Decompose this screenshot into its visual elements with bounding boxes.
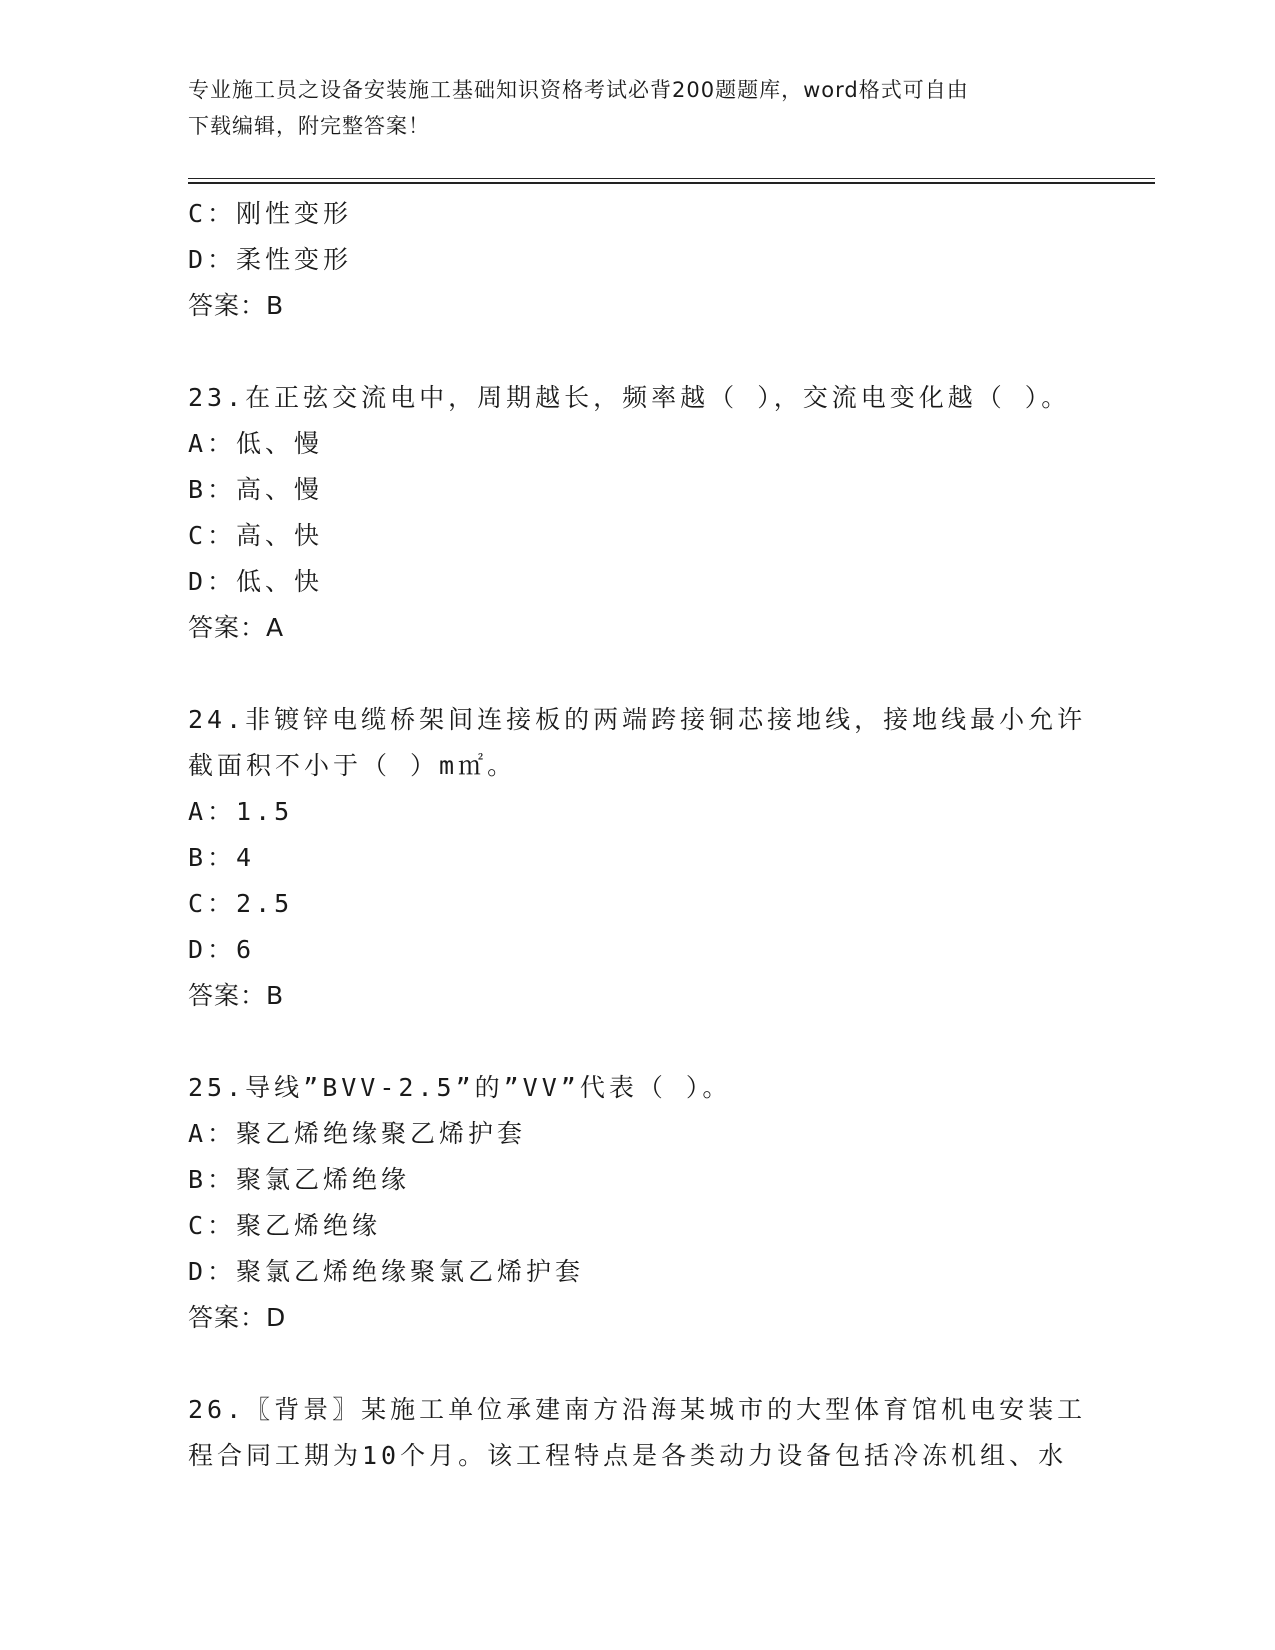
- question-text: 25.导线”BVV-2.5”的”VV”代表（ ）。: [188, 1073, 732, 1102]
- answer-line: 答案：D: [188, 1303, 287, 1332]
- header-divider-thin: [188, 178, 1155, 179]
- question-block-22: [188, 191, 1088, 329]
- question-block-24: [188, 697, 1088, 1019]
- option-c: C：刚性变形: [188, 199, 353, 228]
- document-header: [188, 72, 1068, 144]
- option-b: B：高、慢: [188, 475, 324, 504]
- block-spacer: [188, 1341, 1088, 1387]
- question-text: 26.〖背景〗某施工单位承建南方沿海某城市的大型体育馆机电安装工: [188, 1395, 1087, 1424]
- option-d: D：柔性变形: [188, 245, 353, 274]
- question-text-continued: 截面积不小于（ ）m㎡。: [188, 751, 517, 780]
- header-line-2: 下载编辑，附完整答案！: [188, 114, 430, 138]
- option-a: A：1.5: [188, 797, 294, 826]
- question-list: [188, 191, 1088, 1479]
- header-divider-thick: [188, 182, 1155, 184]
- question-block-25: [188, 1065, 1088, 1341]
- block-spacer: [188, 329, 1088, 375]
- block-spacer: [188, 651, 1088, 697]
- option-b: B：聚氯乙烯绝缘: [188, 1165, 411, 1194]
- question-text-continued: 程合同工期为10个月。该工程特点是各类动力设备包括冷冻机组、水: [188, 1441, 1068, 1470]
- question-block-26: [188, 1387, 1088, 1479]
- option-d: D：6: [188, 935, 256, 964]
- option-d: D：低、快: [188, 567, 324, 596]
- option-c: C：聚乙烯绝缘: [188, 1211, 382, 1240]
- question-text: 23.在正弦交流电中，周期越长，频率越（ ），交流电变化越（ ）。: [188, 383, 1071, 412]
- answer-line: 答案：A: [188, 613, 285, 642]
- answer-line: 答案：B: [188, 981, 285, 1010]
- header-line-1: 专业施工员之设备安装施工基础知识资格考试必背200题题库，word格式可自由: [188, 78, 969, 102]
- option-a: A：低、慢: [188, 429, 324, 458]
- answer-line: 答案：B: [188, 291, 285, 320]
- question-block-23: [188, 375, 1088, 651]
- option-b: B：4: [188, 843, 256, 872]
- option-c: C：高、快: [188, 521, 324, 550]
- option-a: A：聚乙烯绝缘聚乙烯护套: [188, 1119, 527, 1148]
- block-spacer: [188, 1019, 1088, 1065]
- question-text: 24.非镀锌电缆桥架间连接板的两端跨接铜芯接地线，接地线最小允许: [188, 705, 1087, 734]
- option-d: D：聚氯乙烯绝缘聚氯乙烯护套: [188, 1257, 585, 1286]
- option-c: C：2.5: [188, 889, 294, 918]
